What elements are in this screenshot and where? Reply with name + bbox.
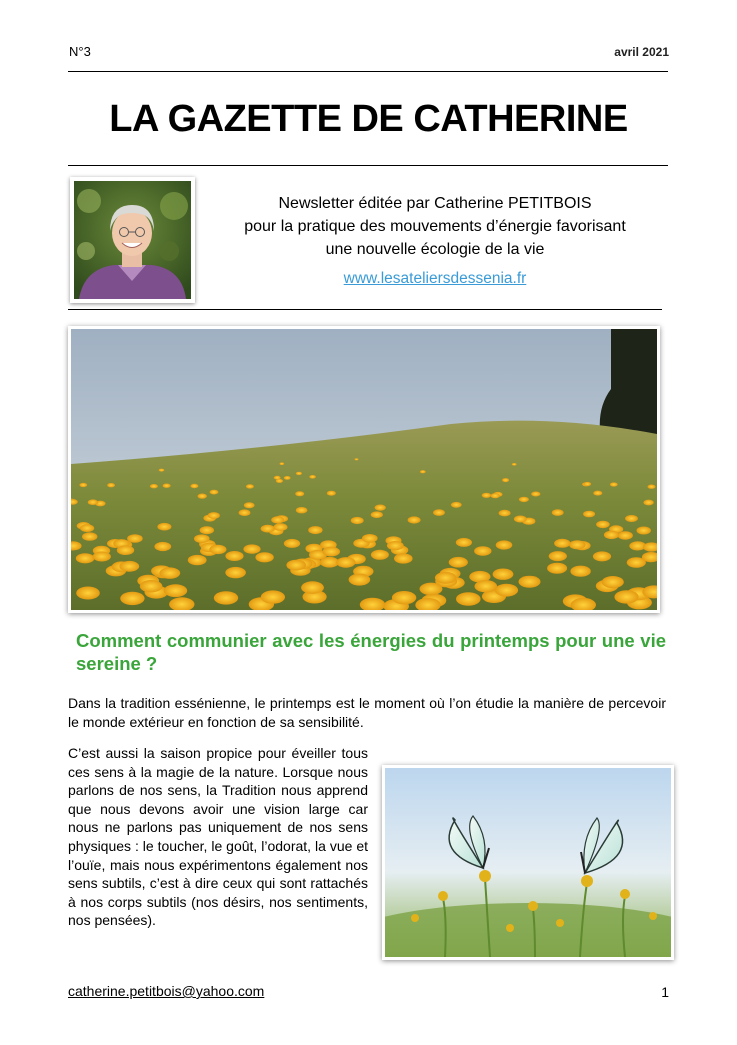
intro-line-3: une nouvelle écologie de la vie xyxy=(325,241,545,258)
intro-divider xyxy=(68,309,662,310)
article-paragraph-2: C’est aussi la saison propice pour éveiller tous ces sens à la magie de la nature. Lorsque nous parlons de nos sens, la Tradition nous apprend que nous devons avoir une vision large car nous ne parlons pas uniquement de nos sens physiques : le toucher, le goût, l’odorat, la vue et l’ouïe, mais nous expérimentons également nos sens subtils, c’est à dire ceux qui sont rattachés à nos corps subtils (nos désirs, nos sentiments, nos pensées). xyxy=(68,745,368,929)
contact-email[interactable]: catherine.petitbois@yahoo.com xyxy=(68,983,265,999)
intro-line-2: pour la pratique des mouvements d’énergie favorisant xyxy=(244,218,626,235)
website-link[interactable]: www.lesateliersdessenia.fr xyxy=(343,270,527,287)
author-portrait xyxy=(70,177,195,303)
article-headline: Comment communier avec les énergies du printemps pour une vie sereine ? xyxy=(76,630,666,674)
author-portrait-image xyxy=(74,181,191,299)
issue-date: avril 2021 xyxy=(614,45,669,59)
newsletter-title: LA GAZETTE DE CATHERINE xyxy=(109,98,628,140)
issue-number: N°3 xyxy=(69,44,91,59)
butterflies-image xyxy=(385,768,671,957)
hero-image-frame xyxy=(68,326,660,613)
article-paragraph-1: Dans la tradition essénienne, le printemps est le moment où l’on étudie la manière de percevoir le monde extérieur en fonction de sa sensibilité. xyxy=(68,695,666,730)
title-divider xyxy=(68,165,668,166)
intro-line-1: Newsletter éditée par Catherine PETITBOIS xyxy=(278,195,592,212)
butterfly-image-frame xyxy=(382,765,674,960)
page-number: 1 xyxy=(661,984,669,1000)
dandelion-field-image xyxy=(71,329,657,610)
newsletter-intro xyxy=(205,192,665,290)
top-divider xyxy=(68,71,668,72)
